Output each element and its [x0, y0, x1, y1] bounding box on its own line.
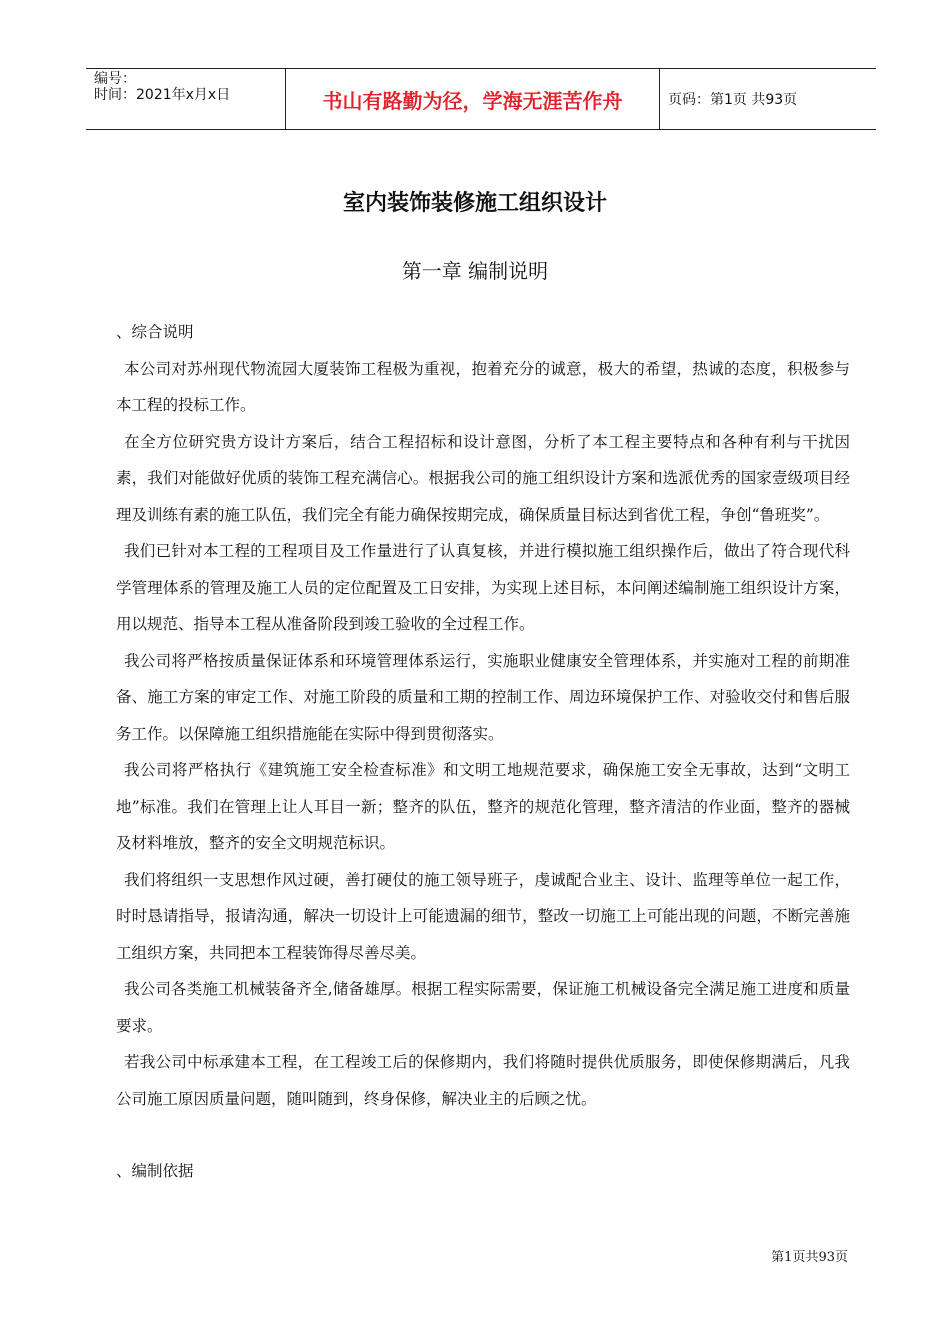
header-page-info: 页码：第1页 共93页 [668, 92, 798, 108]
document-number-label: 编号： [94, 71, 136, 87]
section-heading-basis: 、编制依据 [116, 1162, 194, 1180]
paragraph: 我公司将严格按质量保证体系和环境管理体系运行，实施职业健康安全管理体系，并实施对工程的前期准备、施工方案的审定工作、对施工阶段的质量和工期的控制工作、周边环境保护工作、对验收交付和售后服务工作。以保障施工组织措施能在实际中得到贯彻落实。 [116, 651, 850, 743]
paragraph: 本公司对苏州现代物流园大厦装饰工程极为重视，抱着充分的诚意，极大的希望，热诚的态度，积极参与本工程的投标工作。 [116, 359, 850, 414]
section-spacer [116, 1117, 850, 1153]
chapter-heading: 第一章 编制说明 [401, 259, 549, 283]
document-date: 时间：2021年x月x日 [94, 87, 231, 103]
paragraph: 我公司将严格执行《建筑施工安全检查标准》和文明工地规范要求，确保施工安全无事故，达到“文明工地”标准。我们在管理上让人耳目一新；整齐的队伍，整齐的规范化管理，整齐清洁的作业面，整齐的器械及材料堆放，整齐的安全文明规范标识。 [116, 761, 850, 852]
paragraph: 在全方位研究贵方设计方案后，结合工程招标和设计意图，分析了本工程主要特点和各种有利与干扰因素，我们对能做好优质的装饰工程充满信心。根据我公司的施工组织设计方案和选派优秀的国家壹级项目经理及训练有素的施工队伍，我们完全有能力确保按期完成，确保质量目标达到省优工程，争创“鲁班奖”。 [116, 432, 850, 524]
header-meta-cell [86, 69, 286, 129]
document-title: 室内装饰装修施工组织设计 [342, 191, 607, 216]
section-heading-overview: 、综合说明 [116, 323, 194, 341]
paragraph: 我们将组织一支思想作风过硬，善打硬仗的施工领导班子，虔诚配合业主、设计、监理等单位一起工作，时时恳请指导，报请沟通，解决一切设计上可能遗漏的细节，整改一切施工上可能出现的问题，不断完善施工组织方案，共同把本工程装饰得尽善尽美。 [116, 870, 850, 962]
paragraph: 若我公司中标承建本工程，在工程竣工后的保修期内，我们将随时提供优质服务，即使保修期满后，凡我公司施工原因质量问题，随叫随到，终身保修，解决业主的后顾之忧。 [116, 1053, 850, 1108]
paragraph: 我们已针对本工程的工程项目及工作量进行了认真复核，并进行模拟施工组织操作后，做出了符合现代科学管理体系的管理及施工人员的定位配置及工日安排，为实现上述目标，本问阐述编制施工组织设计方案，用以规范、指导本工程从准备阶段到竣工验收的全过程工作。 [116, 542, 850, 633]
document-body [116, 314, 850, 1190]
page-header [86, 68, 876, 130]
paragraph: 我公司各类施工机械装备齐全,储备雄厚。根据工程实际需要，保证施工机械设备完全满足施工进度和质量要求。 [116, 980, 850, 1035]
header-motto: 书山有路勤为径，学海无涯苦作舟 [286, 69, 660, 129]
page-footer: 第1页共93页 [771, 1250, 848, 1265]
